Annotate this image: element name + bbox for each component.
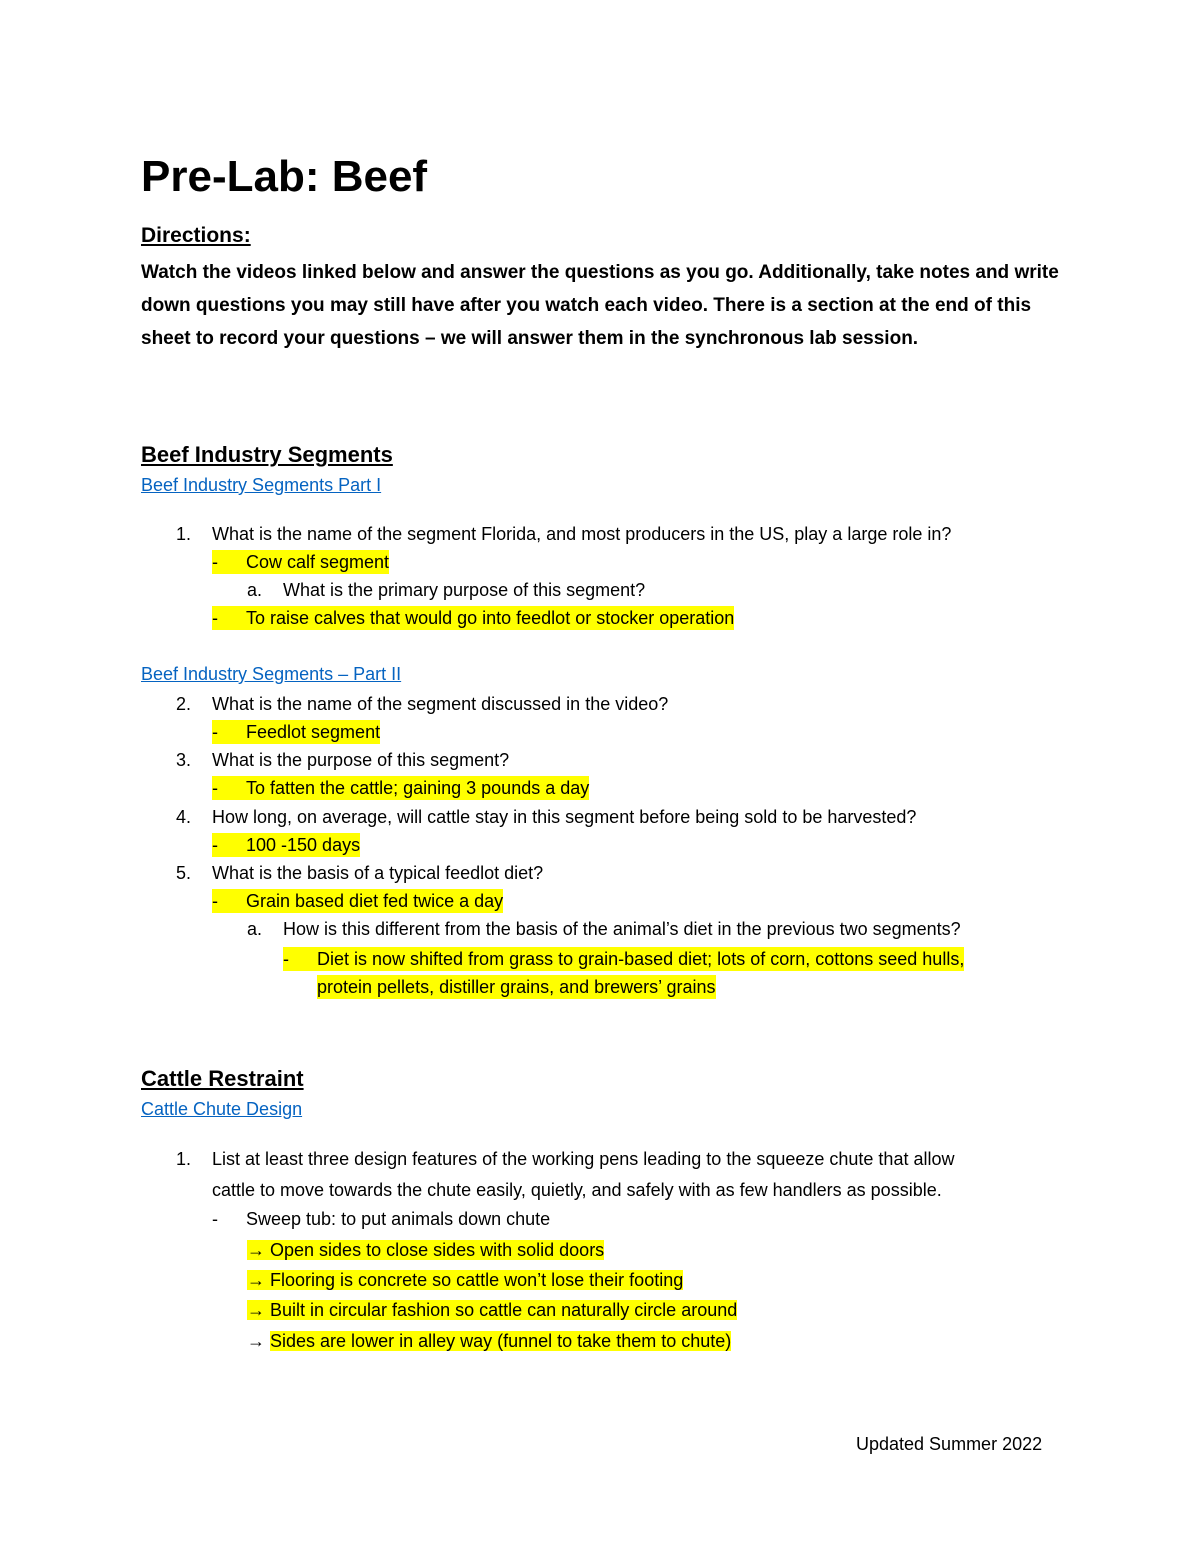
page-title: Pre-Lab: Beef bbox=[141, 152, 428, 201]
question-text: What is the basis of a typical feedlot diet? bbox=[212, 863, 544, 883]
question-text: What is the purpose of this segment? bbox=[212, 750, 510, 770]
answer-1 bbox=[212, 550, 389, 574]
sweep-tub-item bbox=[212, 1207, 550, 1231]
answer-5a-line1 bbox=[283, 947, 964, 971]
dash-bullet: - bbox=[212, 722, 218, 742]
link-beef-segments-part2[interactable]: Beef Industry Segments – Part II bbox=[141, 664, 402, 684]
feature-item bbox=[247, 1238, 604, 1262]
dash-bullet: - bbox=[212, 608, 218, 628]
answer-4 bbox=[212, 833, 360, 857]
link-beef-segments-part1[interactable]: Beef Industry Segments Part I bbox=[141, 475, 382, 495]
question-letter: a. bbox=[247, 919, 263, 939]
question-text: What is the name of the segment Florida, and most producers in the US, play a large role in? bbox=[212, 524, 952, 544]
arrow-right-icon: → bbox=[247, 1270, 265, 1290]
answer-text: Feedlot segment bbox=[246, 722, 381, 742]
link-cattle-chute-design[interactable]: Cattle Chute Design bbox=[141, 1099, 303, 1119]
feature-item bbox=[247, 1298, 737, 1322]
dash-bullet: - bbox=[212, 891, 218, 911]
question-number: 3. bbox=[176, 750, 192, 770]
item-text: Sweep tub: to put animals down chute bbox=[246, 1209, 551, 1229]
question-number: 1. bbox=[176, 524, 192, 544]
question-text: How long, on average, will cattle stay in this segment before being sold to be harvested? bbox=[212, 807, 917, 827]
answer-text: 100 -150 days bbox=[246, 835, 361, 855]
question-4 bbox=[176, 805, 916, 829]
feature-text: Flooring is concrete so cattle won’t lose their footing bbox=[270, 1270, 684, 1290]
answer-1a bbox=[212, 606, 734, 630]
directions-text: Watch the videos linked below and answer the questions as you go. Additionally, take notes and write down questions you may still have after you watch each video. There is a section at the end of this sheet to record your questions – we will answer them in the synchronous lab session. bbox=[141, 262, 1059, 349]
answer-2 bbox=[212, 720, 380, 744]
dash-bullet: - bbox=[212, 1209, 218, 1229]
feature-text: Open sides to close sides with solid doors bbox=[270, 1240, 605, 1260]
question-cattle-1 bbox=[176, 1147, 954, 1171]
question-5 bbox=[176, 861, 543, 885]
question-number: 2. bbox=[176, 694, 192, 714]
footer-updated: Updated Summer 2022 bbox=[856, 1434, 1043, 1454]
question-number: 4. bbox=[176, 807, 192, 827]
answer-3 bbox=[212, 776, 589, 800]
question-2 bbox=[176, 692, 668, 716]
question-number: 5. bbox=[176, 863, 192, 883]
dash-bullet: - bbox=[283, 949, 289, 969]
answer-5a-line2: protein pellets, distiller grains, and brewers’ grains bbox=[317, 977, 716, 997]
section-heading-beef-industry: Beef Industry Segments bbox=[141, 442, 393, 467]
arrow-right-icon: → bbox=[247, 1240, 265, 1260]
answer-text: To fatten the cattle; gaining 3 pounds a day bbox=[246, 778, 590, 798]
directions-label: Directions: bbox=[141, 224, 251, 247]
question-1 bbox=[176, 522, 951, 546]
question-letter: a. bbox=[247, 580, 263, 600]
question-text: What is the name of the segment discussed in the video? bbox=[212, 694, 669, 714]
section-heading-cattle-restraint: Cattle Restraint bbox=[141, 1066, 304, 1091]
dash-bullet: - bbox=[212, 552, 218, 572]
question-text: List at least three design features of the working pens leading to the squeeze chute that allow bbox=[212, 1149, 955, 1169]
feature-item bbox=[247, 1329, 731, 1353]
question-1a bbox=[247, 578, 645, 602]
arrow-right-icon: → bbox=[247, 1300, 265, 1320]
answer-text: Diet is now shifted from grass to grain-based diet; lots of corn, cottons seed hulls, bbox=[317, 949, 965, 969]
answer-text: Cow calf segment bbox=[246, 552, 390, 572]
feature-item bbox=[247, 1268, 683, 1292]
question-text: How is this different from the basis of the animal’s diet in the previous two segments? bbox=[283, 919, 961, 939]
question-text: What is the primary purpose of this segment? bbox=[283, 580, 646, 600]
dash-bullet: - bbox=[212, 778, 218, 798]
feature-text: Built in circular fashion so cattle can naturally circle around bbox=[270, 1300, 738, 1320]
question-cattle-1-line2: cattle to move towards the chute easily, quietly, and safely with as few handlers as possible. bbox=[212, 1180, 942, 1200]
question-5a bbox=[247, 917, 961, 941]
arrow-right-icon: → bbox=[247, 1331, 265, 1351]
dash-bullet: - bbox=[212, 835, 218, 855]
answer-text: To raise calves that would go into feedlot or stocker operation bbox=[246, 608, 735, 628]
feature-text: Sides are lower in alley way (funnel to take them to chute) bbox=[270, 1331, 732, 1351]
answer-5 bbox=[212, 889, 503, 913]
question-number: 1. bbox=[176, 1149, 192, 1169]
question-3 bbox=[176, 748, 509, 772]
answer-text: Grain based diet fed twice a day bbox=[246, 891, 504, 911]
